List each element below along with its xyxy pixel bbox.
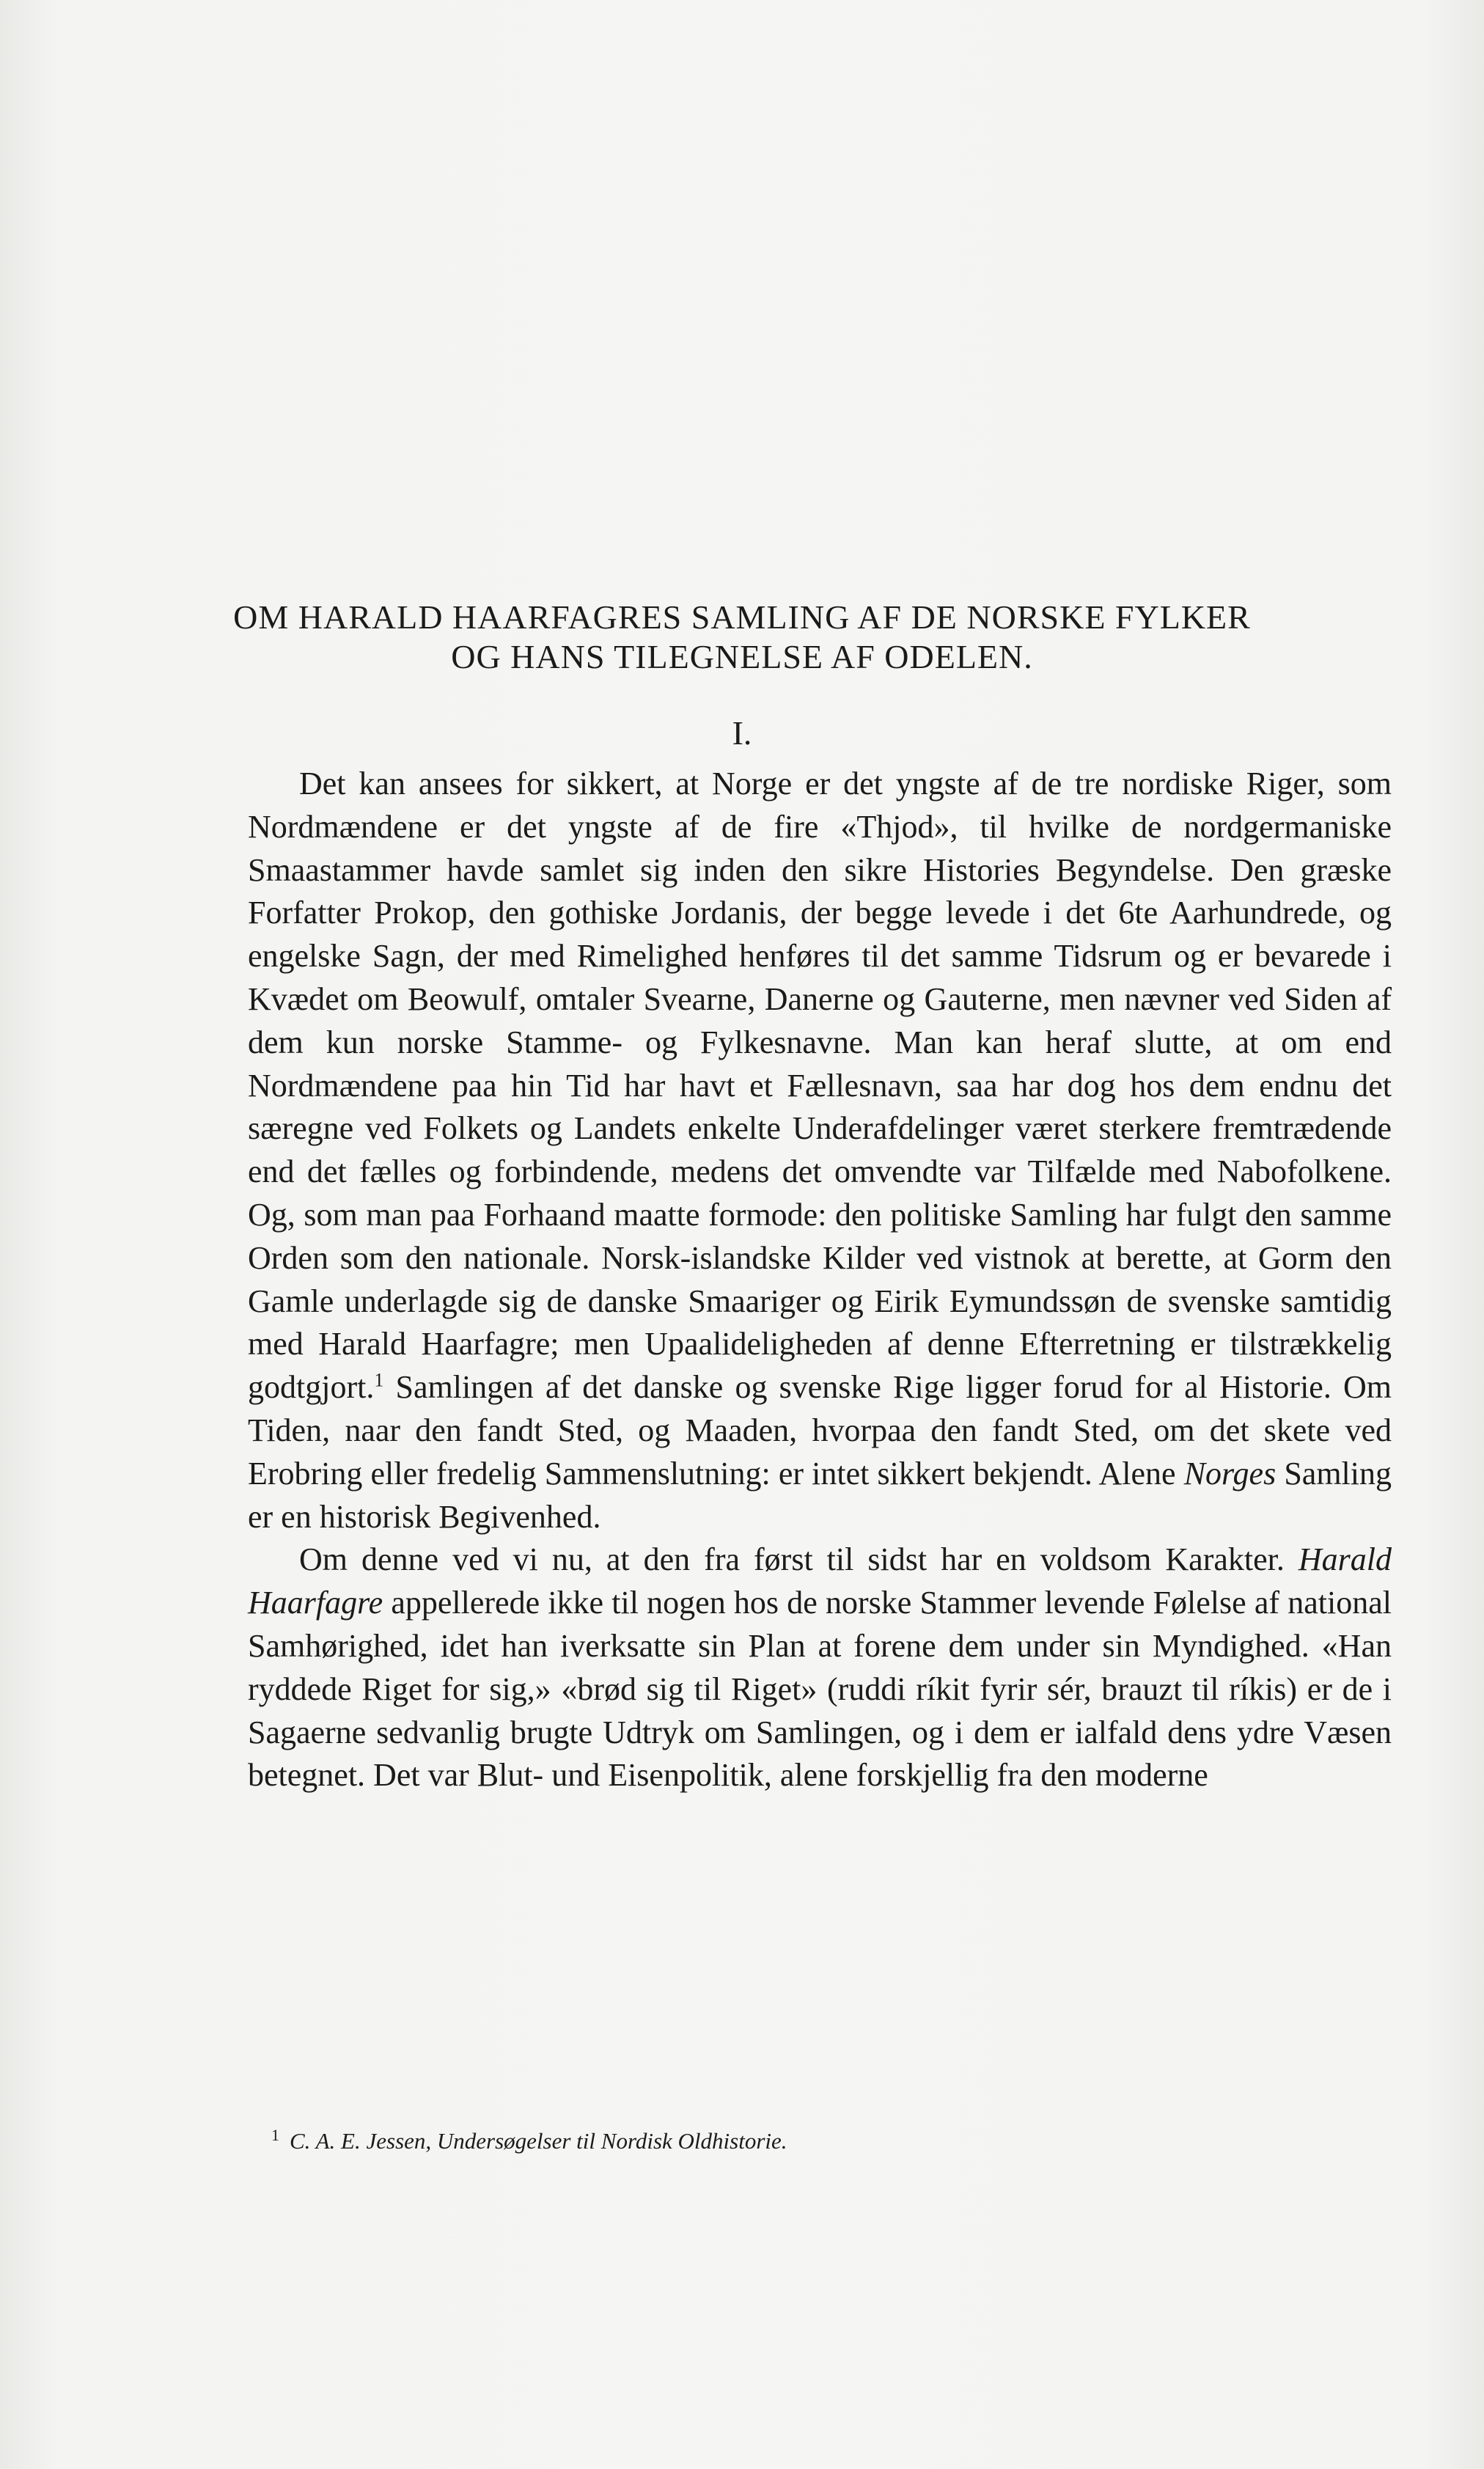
paragraph-1 xyxy=(248,763,1392,1538)
paragraph-1-part-2: Samlingen af det danske og svenske Rige ligger forud for al Historie. Om Tiden, naar den fandt Sted, og Maaden, hvorpaa den fandt Sted, om det skete ved Erobring eller fredelig Sammenslutning: er intet sikkert bekjendt. Alene xyxy=(248,1369,1392,1492)
title-line-1: OM HARALD HAARFAGRES SAMLING AF DE NORSKE FYLKER xyxy=(233,598,1251,636)
paragraph-2-italic-name: Harald Haarfagre xyxy=(248,1541,1392,1621)
footnote xyxy=(271,2127,787,2156)
body-text xyxy=(248,763,1392,1797)
title-line-2: OG HANS TILEGNELSE AF ODELEN. xyxy=(451,638,1033,675)
paragraph-1-part-1: Det kan ansees for sikkert, at Norge er det yngste af de tre nordiske Riger, som Nordmændene er det yngste af de fire «Thjod», til hvilke de nordgermaniske Smaastammer havde samlet sig inden den sikre Histories Begyndelse. Den græske Forfatter Prokop, den gothiske Jordanis, der begge levede i det 6te Aarhundrede, og engelske Sagn, der med Rimelighed henføres til det samme Tidsrum og er bevarede i Kvædet om Beowulf, omtaler Svearne, Danerne og Gauterne, men nævner ved Siden af dem kun norske Stamme- og Fylkesnavne. Man kan heraf slutte, at om end Nordmændene paa hin Tid har havt et Fællesnavn, saa har dog hos dem endnu det særegne ved Folkets og Landets enkelte Underafdelinger været sterkere fremtrædende end det fælles og forbindende, medens det omvendte var Tilfælde med Nabofolkene. Og, som man paa Forhaand maatte formode: den politiske Samling har fulgt den samme Orden som den nationale. Norsk-islandske Kilder ved vistnok at berette, at Gorm den Gamle underlagde sig de danske Smaariger og Eirik Eymundssøn de svenske samtidig med Harald Haarfagre; men Upaalideligheden af denne Efterretning er tilstrækkelig godtgjort. xyxy=(248,766,1392,1406)
paragraph-1-part-3: Samling er en historisk Begivenhed. xyxy=(248,1455,1392,1535)
footnote-text: C. A. E. Jessen, Undersøgelser til Nordisk Oldhistorie. xyxy=(290,2128,787,2154)
footnote-reference: 1 xyxy=(374,1369,384,1391)
paragraph-2-part-2: appellerede ikke til nogen hos de norske Stammer levende Følelse af national Samhørighed, idet han iverksatte sin Plan at forene dem under sin Myndighed. «Han ryddede Riget for sig,» «brød sig til Riget» (ruddi ríkit fyrir sér, brauzt til ríkis) er de i Sagaerne sedvanlig brugte Udtryk om Samlingen, og i dem er ialfald dens ydre Væsen betegnet. Det var Blut- und Eisenpolitik, alene forskjellig fra den moderne xyxy=(248,1585,1392,1794)
paragraph-2 xyxy=(248,1538,1392,1797)
footnote-mark: 1 xyxy=(271,2125,279,2144)
section-number: I. xyxy=(732,714,752,752)
paragraph-2-part-1: Om denne ved vi nu, at den fra først til sidst har en voldsom Karakter. xyxy=(299,1541,1298,1578)
paragraph-1-italic-norges: Norges xyxy=(1183,1455,1277,1492)
